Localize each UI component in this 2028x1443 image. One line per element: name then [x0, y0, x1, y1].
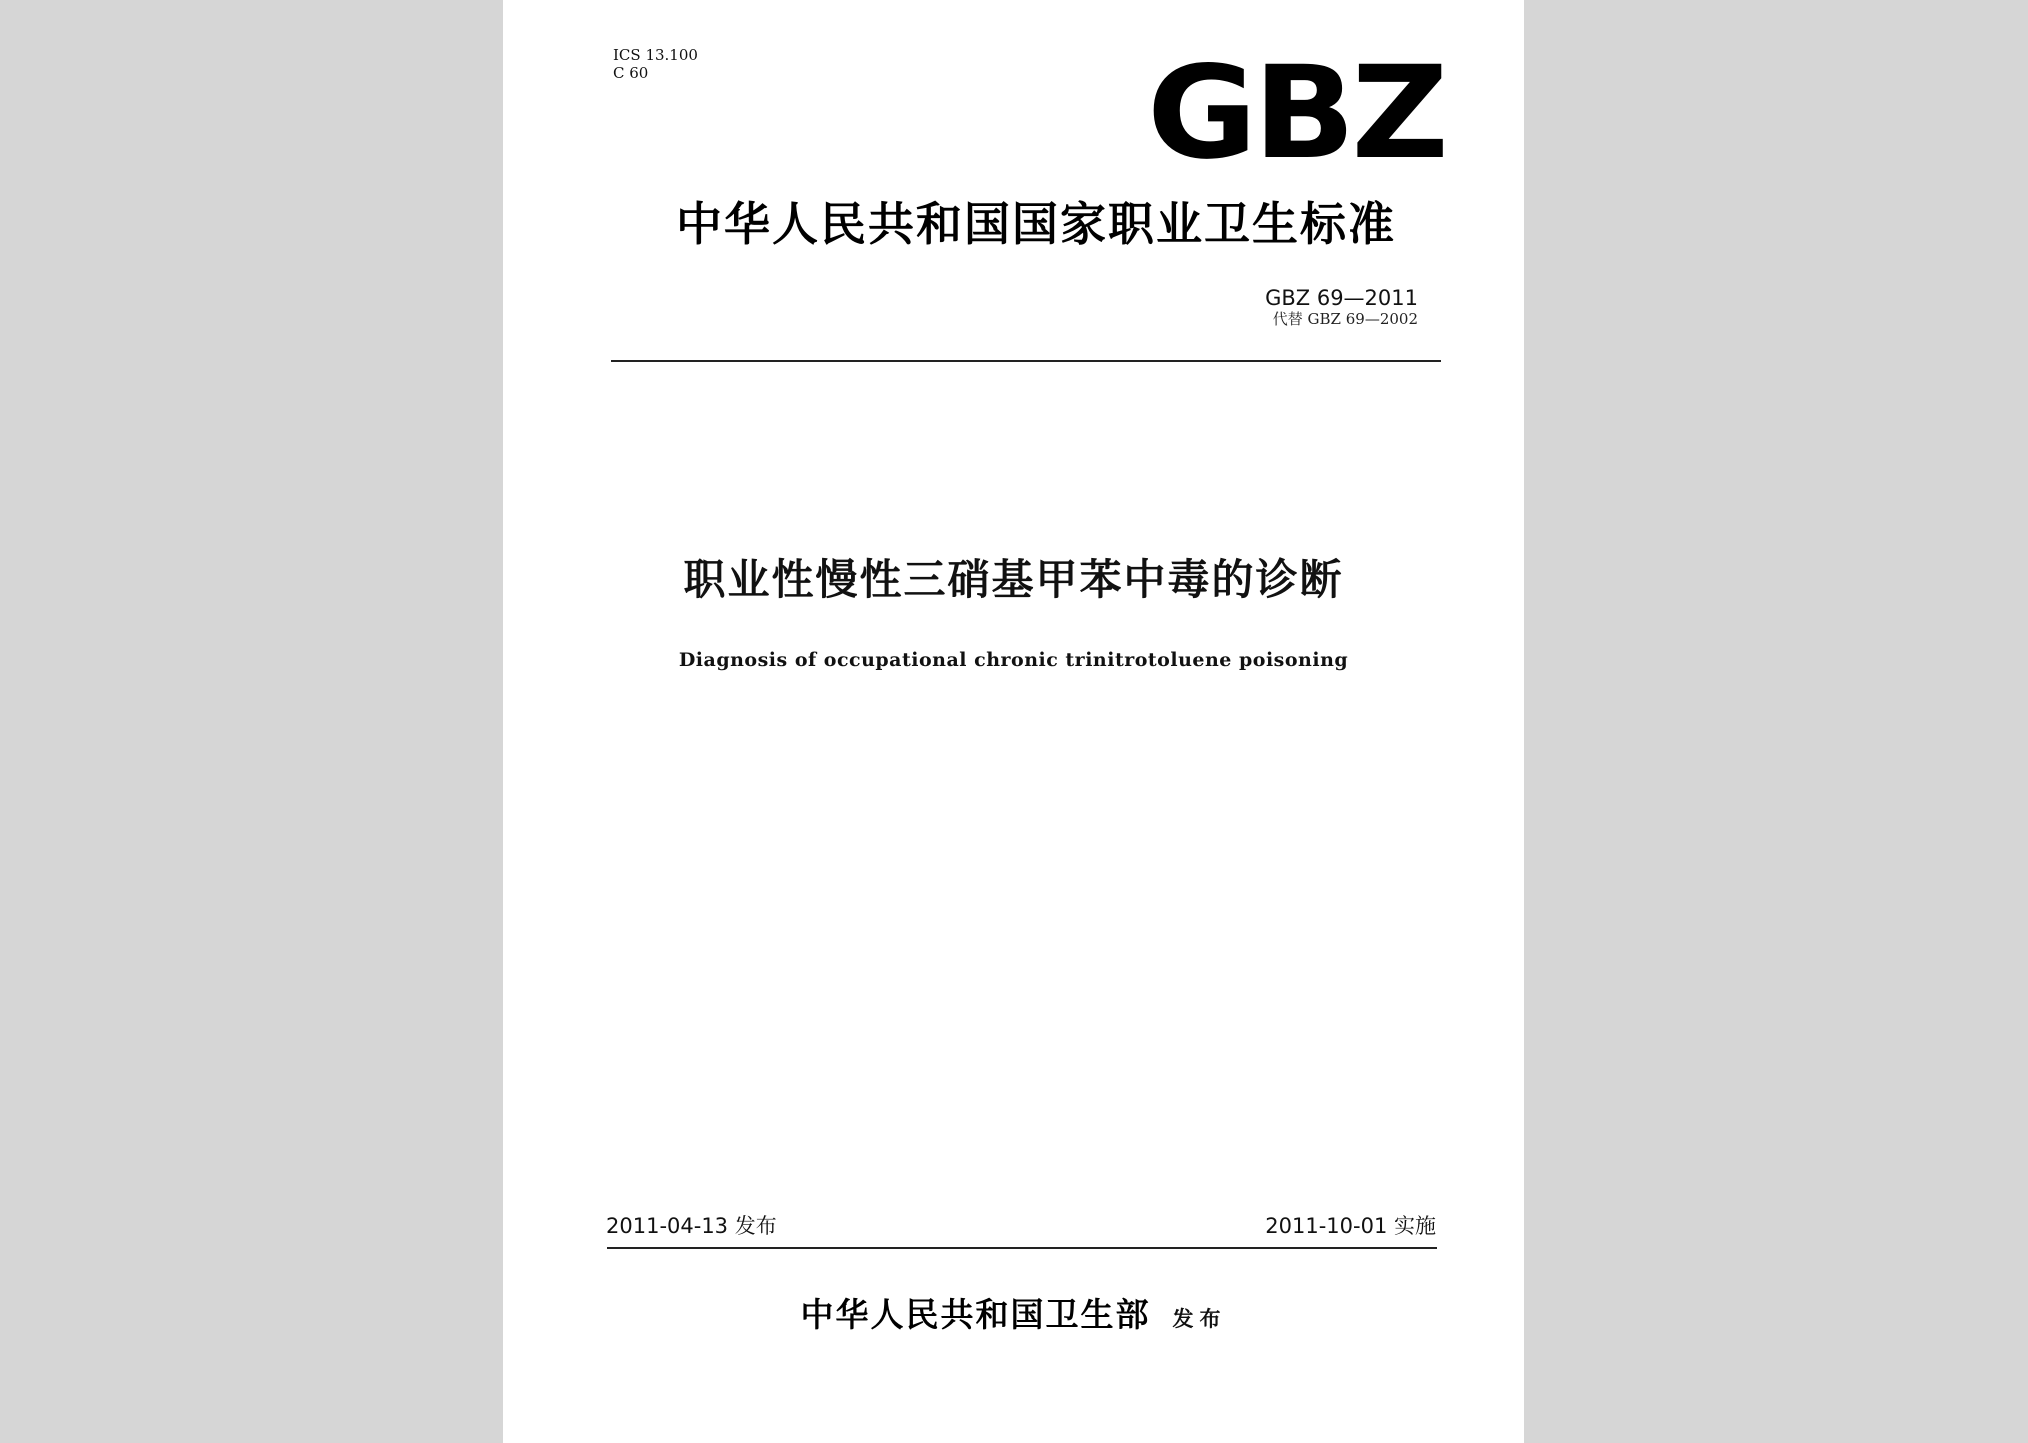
gbz-logo: GBZ	[1147, 62, 1445, 166]
document-title-english: Diagnosis of occupational chronic trinitrotoluene poisoning	[678, 649, 1349, 671]
ics-code: ICS 13.100	[613, 46, 698, 64]
ccs-code: C 60	[613, 64, 649, 82]
issue-action-label: 发布	[1172, 1306, 1227, 1331]
document-cover-page	[503, 0, 1524, 1443]
issuer-line	[503, 1292, 1524, 1342]
document-title-chinese: 职业性慢性三硝基甲苯中毒的诊断	[683, 555, 1344, 604]
issuing-authority: 中华人民共和国卫生部	[800, 1295, 1151, 1334]
standard-category-title: 中华人民共和国国家职业卫生标准	[676, 197, 1396, 251]
effective-date: 2011-10-01 实施	[1265, 1214, 1436, 1238]
footer-divider	[607, 1247, 1437, 1249]
publication-date: 2011-04-13 发布	[606, 1214, 777, 1238]
replaces-standard: 代替 GBZ 69—2002	[1272, 310, 1418, 328]
standard-number: GBZ 69—2011	[1265, 286, 1418, 310]
header-divider	[611, 360, 1441, 362]
